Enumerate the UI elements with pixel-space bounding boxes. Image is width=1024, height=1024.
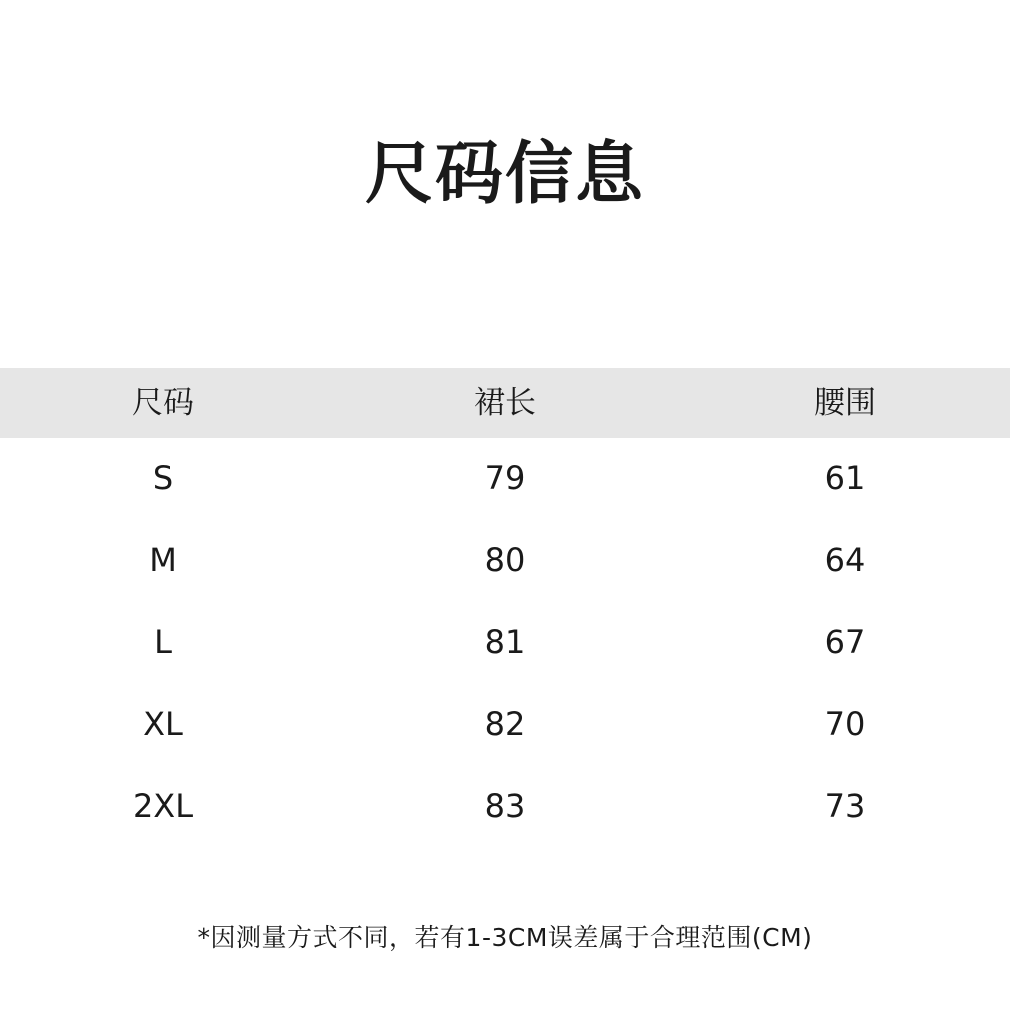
cell-skirt-length: 81: [484, 623, 526, 661]
table-row: [0, 438, 1010, 520]
table-row: [0, 766, 1010, 848]
cell-skirt-length: 80: [484, 541, 526, 579]
header-size: 尺码: [132, 385, 194, 421]
cell-skirt-length: 79: [484, 459, 526, 497]
cell-waist: 61: [824, 459, 866, 497]
measurement-footnote: *因测量方式不同，若有1-3CM误差属于合理范围(CM): [197, 923, 813, 952]
table-row: [0, 520, 1010, 602]
cell-size: S: [152, 459, 174, 497]
table-body: [0, 438, 1010, 848]
table-header-row: [0, 368, 1010, 438]
header-waist: 腰围: [814, 385, 876, 421]
cell-size: 2XL: [132, 787, 194, 825]
header-skirt-length: 裙长: [474, 385, 536, 421]
size-table: [0, 368, 1010, 848]
cell-size: L: [154, 623, 172, 661]
cell-size: XL: [143, 705, 183, 743]
cell-skirt-length: 82: [484, 705, 526, 743]
cell-waist: 67: [824, 623, 866, 661]
page-title: 尺码信息: [364, 135, 645, 214]
cell-waist: 70: [824, 705, 866, 743]
cell-waist: 64: [824, 541, 866, 579]
cell-size: M: [149, 541, 177, 579]
table-row: [0, 684, 1010, 766]
table-row: [0, 602, 1010, 684]
cell-skirt-length: 83: [484, 787, 526, 825]
cell-waist: 73: [824, 787, 866, 825]
